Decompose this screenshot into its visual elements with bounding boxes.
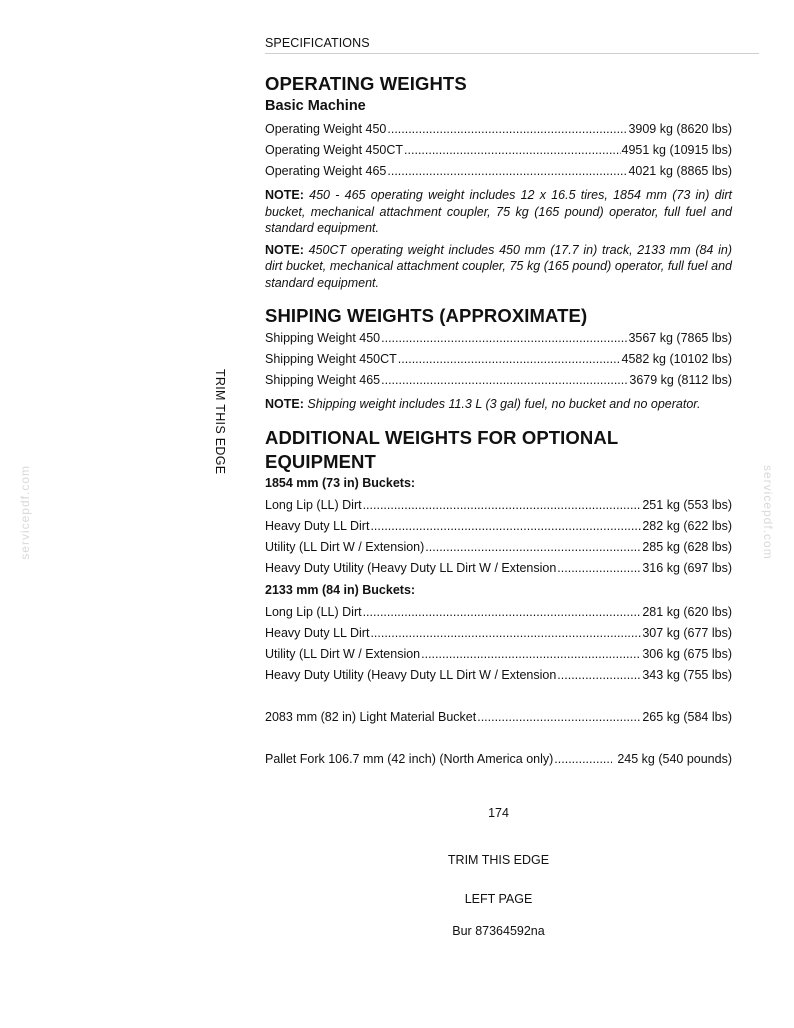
spacer <box>265 296 732 304</box>
spacer <box>265 728 732 749</box>
dot-leader <box>387 161 627 182</box>
spec-label: Utility (LL Dirt W / Extension <box>265 646 421 661</box>
spec-row <box>265 558 732 579</box>
spec-value: 306 kg (675 lbs) <box>642 646 732 661</box>
spec-value: 316 kg (697 lbs) <box>642 560 732 575</box>
dot-leader <box>370 516 641 537</box>
spec-value: 4951 kg (10915 lbs) <box>621 143 732 157</box>
spec-row <box>265 537 732 558</box>
spec-row <box>265 707 732 728</box>
spec-label: Shipping Weight 450CT <box>265 352 397 366</box>
spec-row <box>265 140 732 161</box>
spec-value: 282 kg (622 lbs) <box>642 518 732 533</box>
spec-row <box>265 665 732 686</box>
spec-label: Long Lip (LL) Dirt <box>265 497 362 512</box>
spec-value: 265 kg (584 lbs) <box>642 709 732 724</box>
spec-row <box>265 349 732 370</box>
spec-label: Shipping Weight 465 <box>265 373 381 387</box>
note-paragraph <box>265 396 732 413</box>
spec-value: 4582 kg (10102 lbs) <box>621 352 732 366</box>
spec-label: Heavy Duty Utility (Heavy Duty LL Dirt W / Extension <box>265 667 557 682</box>
spec-label: Pallet Fork 106.7 mm (42 inch) (North America only) <box>265 751 554 766</box>
running-header: SPECIFICATIONS <box>265 36 370 50</box>
spec-value: 3567 kg (7865 lbs) <box>628 331 732 345</box>
dot-leader <box>477 707 641 728</box>
spec-label: Operating Weight 450CT <box>265 143 404 157</box>
bucket-group-heading: 2133 mm (84 in) Buckets: <box>265 582 416 597</box>
note-text: 450CT operating weight includes 450 mm (17.7 in) track, 2133 mm (84 in) dirt bucket, mechanical attachment coupler, 75 kg (165 pound) operator, full fuel and standard equipment. <box>265 242 732 290</box>
trim-edge-footer: TRIM THIS EDGE <box>447 853 550 867</box>
dot-leader <box>425 537 641 558</box>
dot-leader <box>421 644 641 665</box>
dot-leader <box>557 665 641 686</box>
document-code: Bur 87364592na <box>452 924 545 938</box>
spec-row <box>265 161 732 182</box>
spec-label: Operating Weight 450 <box>265 122 387 136</box>
spec-value: 251 kg (553 lbs) <box>642 497 732 512</box>
spec-label: Heavy Duty Utility (Heavy Duty LL Dirt W / Extension <box>265 560 557 575</box>
spec-label: Heavy Duty LL Dirt <box>265 518 370 533</box>
page-number: 174 <box>488 806 509 820</box>
dot-leader <box>398 349 621 370</box>
spec-row <box>265 749 732 770</box>
spec-value: 281 kg (620 lbs) <box>642 604 732 619</box>
watermark-right: servicepdf.com <box>761 465 775 560</box>
dot-leader <box>381 328 627 349</box>
note-prefix: NOTE: <box>265 397 304 411</box>
spec-row <box>265 119 732 140</box>
note-text: 450 - 465 operating weight includes 12 x 16.5 tires, 1854 mm (73 in) dirt bucket, mechanical attachment coupler, 75 kg (165 pound) operator, full fuel and standard equipment. <box>265 188 732 235</box>
dot-leader <box>387 119 627 140</box>
left-page-label: LEFT PAGE <box>464 892 533 906</box>
spec-row <box>265 644 732 665</box>
note-paragraph <box>265 242 732 292</box>
spec-value: 3909 kg (8620 lbs) <box>628 122 732 136</box>
note-prefix: NOTE: <box>265 188 304 202</box>
spec-label: 2083 mm (82 in) Light Material Bucket <box>265 709 477 724</box>
spec-label: Utility (LL Dirt W / Extension) <box>265 539 425 554</box>
spec-value: 343 kg (755 lbs) <box>642 667 732 682</box>
spec-label: Long Lip (LL) Dirt <box>265 604 362 619</box>
dot-leader <box>557 558 641 579</box>
spec-label: Shipping Weight 450 <box>265 331 381 345</box>
note-text: Shipping weight includes 11.3 L (3 gal) fuel, no bucket and no operator. <box>307 397 701 411</box>
spec-row <box>265 495 732 516</box>
spec-row <box>265 602 732 623</box>
dot-leader <box>381 370 628 391</box>
note-paragraph <box>265 187 732 237</box>
shipping-weights-heading: SHIPING WEIGHTS (APPROXIMATE) <box>265 305 588 326</box>
bucket-group-heading: 1854 mm (73 in) Buckets: <box>265 475 416 490</box>
spec-value: 285 kg (628 lbs) <box>642 539 732 554</box>
spec-row <box>265 623 732 644</box>
content <box>265 72 732 770</box>
spec-label: Heavy Duty LL Dirt <box>265 625 370 640</box>
spec-row <box>265 370 732 391</box>
spec-row <box>265 328 732 349</box>
additional-weights-heading: ADDITIONAL WEIGHTS FOR OPTIONAL EQUIPMENT <box>265 426 618 472</box>
dot-leader <box>363 602 642 623</box>
spacer <box>265 686 732 707</box>
dot-leader <box>363 495 642 516</box>
spacer <box>265 418 732 426</box>
trim-edge-side-label: TRIM THIS EDGE <box>213 369 227 475</box>
basic-machine-subheading: Basic Machine <box>265 98 366 114</box>
spec-value: 245 kg (540 pounds) <box>617 751 732 766</box>
dot-leader <box>370 623 641 644</box>
spec-value: 4021 kg (8865 lbs) <box>628 164 732 178</box>
spec-value: 3679 kg (8112 lbs) <box>629 373 732 387</box>
operating-weights-heading: OPERATING WEIGHTS <box>265 73 467 94</box>
spec-value: 307 kg (677 lbs) <box>642 625 732 640</box>
dot-leader <box>404 140 620 161</box>
note-prefix: NOTE: <box>265 242 304 257</box>
header-rule <box>265 53 759 54</box>
spec-label: Operating Weight 465 <box>265 164 387 178</box>
watermark-left: servicepdf.com <box>18 465 32 560</box>
dot-leader <box>554 749 612 770</box>
spec-row <box>265 516 732 537</box>
